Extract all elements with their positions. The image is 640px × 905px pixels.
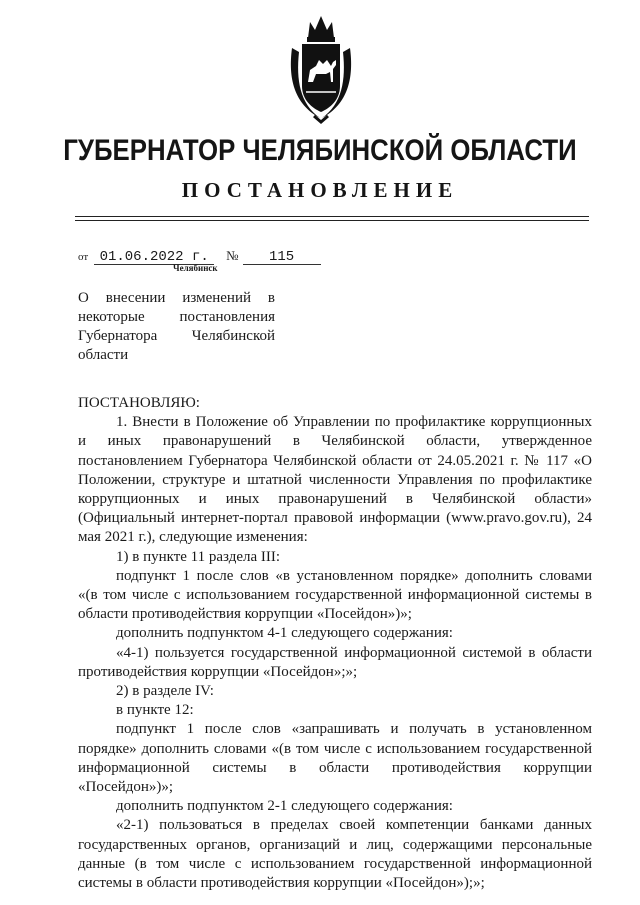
body-paragraph: 2) в разделе IV:: [116, 683, 214, 700]
header-divider-bottom: [75, 220, 589, 221]
body-paragraph: 1. Внести в Положение об Управлении по профилактике коррупционных и иных правонарушений в Челябинской области, утвержденное постановлением Губернатора Челябинской области от 24.05.2021 г. № 117 «О Положении, структуре и штатной численности Управления по профилактике коррупционных и иных правонарушений в Челябинской области» (Официальный интернет-портал правовой информации (www.pravo.gov.ru), 24 мая 2021 г.), следующие изменения:: [78, 414, 592, 546]
subject-line: Губернатора Челябинской: [78, 328, 275, 344]
subject-line: некоторые постановления: [78, 309, 275, 325]
body-paragraph: 1) в пункте 11 раздела III:: [116, 548, 281, 565]
subject-line: области: [78, 347, 129, 363]
date-prefix: от: [78, 251, 89, 263]
document-type: ПОСТАНОВЛЕНИЕ: [181, 178, 459, 202]
number-prefix: №: [226, 248, 239, 263]
body-paragraph: дополнить подпунктом 4-1 следующего содержания:: [116, 625, 453, 642]
header-divider-top: [75, 216, 589, 217]
coat-of-arms-emblem: [286, 8, 356, 124]
document-date: 01.06.2022 г.: [94, 250, 214, 265]
body-paragraph: «4-1) пользуется государственной информационной системой в области противодействия коррупции «Посейдон»;»;: [78, 644, 592, 680]
city-label: Челябинск: [173, 263, 218, 273]
issuer-title: ГУБЕРНАТОР ЧЕЛЯБИНСКОЙ ОБЛАСТИ: [63, 134, 577, 167]
body-paragraph: дополнить подпунктом 2-1 следующего содержания:: [116, 798, 453, 815]
body-paragraph: в пункте 12:: [116, 702, 194, 719]
document-number: 115: [243, 250, 321, 265]
decree-word: ПОСТАНОВЛЯЮ:: [78, 395, 200, 411]
subject-line: О внесении изменений в: [78, 290, 275, 306]
body-paragraph: подпункт 1 после слов «в установленном порядке» дополнить словами «(в том числе с использованием государственной информационной системы в области противодействия коррупции «Посейдон»)»;: [78, 567, 592, 623]
document-body: [78, 394, 592, 893]
body-paragraph: подпункт 1 после слов «запрашивать и получать в установленном порядке» дополнить словами «(в том числе с использованием государственной информационной системы в области противодействия коррупции «Посейдон»)»;: [78, 721, 592, 796]
body-paragraph: «2-1) пользоваться в пределах своей компетенции банками данных государственных органов, организаций и лиц, содержащими персональные данные (в том числе с использованием государственной информационной системы в области противодействия коррупции «Посейдон»);»;: [78, 817, 592, 892]
document-subject: [78, 289, 275, 365]
